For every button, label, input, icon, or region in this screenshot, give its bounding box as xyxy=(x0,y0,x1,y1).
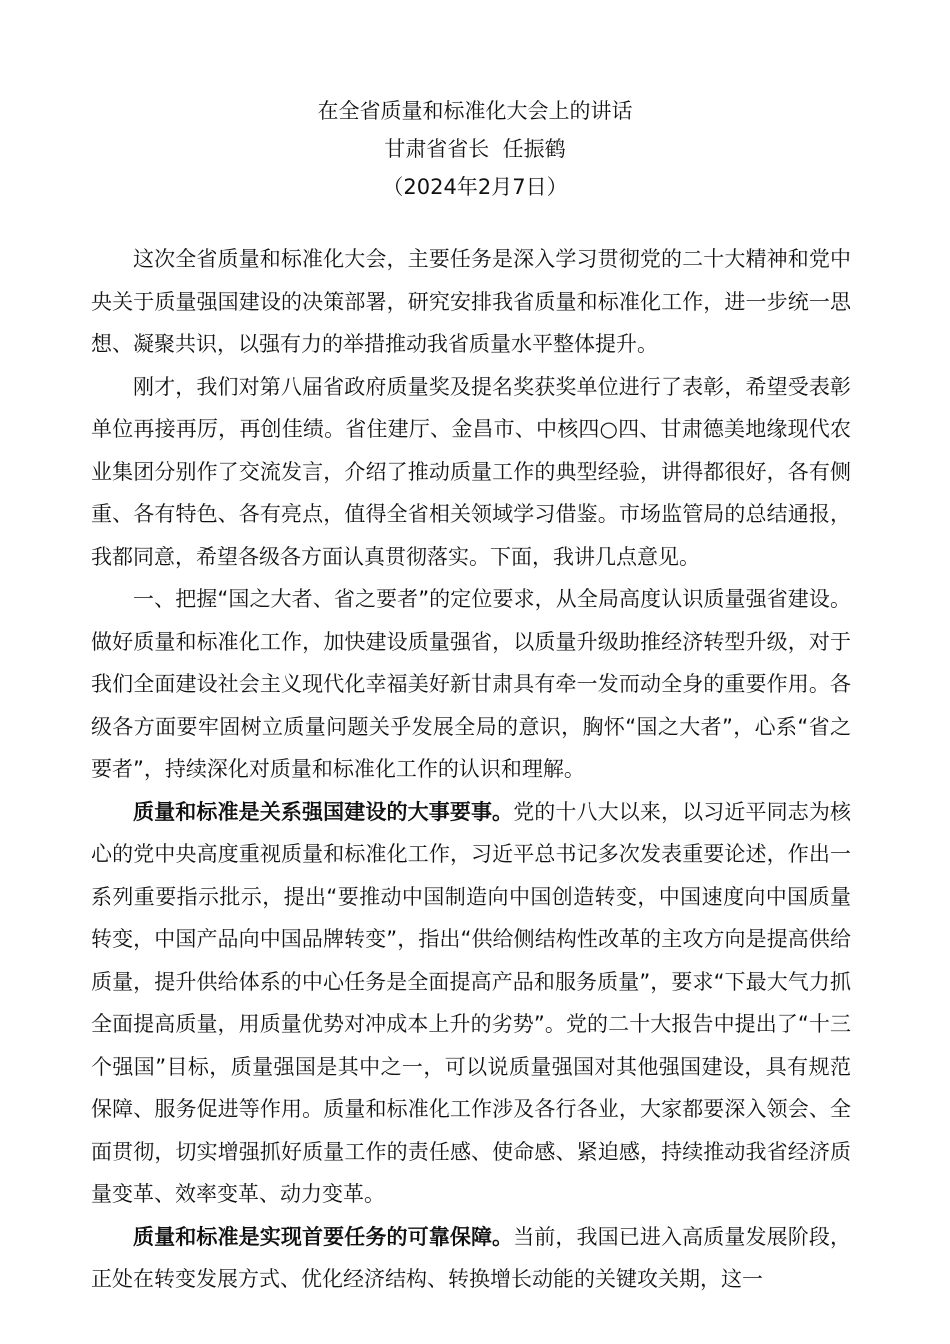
paragraph-text: 刚才，我们对第八届省政府质量奖及提名奖获奖单位进行了表彰，希望受表彰单位再接再厉，再创佳绩。省住建厅、金昌市、中核四○四、甘肃德美地缘现代农业集团分别作了交流发言，介绍了推动质量工作的典型经验，讲得都很好，各有侧重、各有特色、各有亮点，值得全省相关领域学习借鉴。市场监管局的总结通报，我都同意，希望各级各方面认真贯彻落实。下面，我讲几点意见。 xyxy=(91,374,851,569)
paragraph-intro xyxy=(91,238,851,366)
paragraph-text: 党的十八大以来，以习近平同志为核心的党中央高度重视质量和标准化工作，习近平总书记多次发表重要论述，作出一系列重要指示批示，提出“要推动中国制造向中国创造转变，中国速度向中国质量转变，中国产品向中国品牌转变”，指出“供给侧结构性改革的主攻方向是提高供给质量，提升供给体系的中心任务是全面提高产品和服务质量”，要求“下最大气力抓全面提高质量，用质量优势对冲成本上升的劣势”。党的二十大报告中提出了“十三个强国”目标，质量强国是其中之一，可以说质量强国对其他强国建设，具有规范保障、服务促进等作用。质量和标准化工作涉及各行各业，大家都要深入领会、全面贯彻，切实增强抓好质量工作的责任感、使命感、紧迫感，持续推动我省经济质量变革、效率变革、动力变革。 xyxy=(91,799,852,1206)
paragraph-strong-nation xyxy=(91,791,851,1216)
paragraph-primary-task xyxy=(91,1216,851,1301)
paragraph-lead: 质量和标准是实现首要任务的可靠保障。 xyxy=(133,1224,514,1249)
document-header xyxy=(0,92,950,206)
paragraph-text: 当前，我国已进入高质量发展阶段，正处在转变发展方式、优化经济结构、转换增长动能的关键攻关期，这一 xyxy=(91,1224,852,1291)
paragraph-commendation xyxy=(91,366,851,579)
paragraph-section-one xyxy=(91,578,851,791)
paragraph-text: 一、把握“国之大者、省之要者”的定位要求，从全局高度认识质量强省建设。做好质量和标准化工作，加快建设质量强省，以质量升级助推经济转型升级，对于我们全面建设社会主义现代化幸福美好新甘肃具有牵一发而动全身的重要作用。各级各方面要牢固树立质量问题关乎发展全局的意识，胸怀“国之大者”，心系“省之要者”，持续深化对质量和标准化工作的认识和理解。 xyxy=(91,587,851,781)
document-body xyxy=(91,238,851,1301)
speech-date: （2024年2月7日） xyxy=(382,175,568,199)
paragraph-text: 这次全省质量和标准化大会，主要任务是深入学习贯彻党的二十大精神和党中央关于质量强国建设的决策部署，研究安排我省质量和标准化工作，进一步统一思想、凝聚共识，以强有力的举措推动我省质量水平整体提升。 xyxy=(91,247,851,356)
document-title: 在全省质量和标准化大会上的讲话 xyxy=(317,99,633,123)
speaker-line: 甘肃省省长 任振鹤 xyxy=(384,137,566,161)
paragraph-lead: 质量和标准是关系强国建设的大事要事。 xyxy=(133,799,514,824)
